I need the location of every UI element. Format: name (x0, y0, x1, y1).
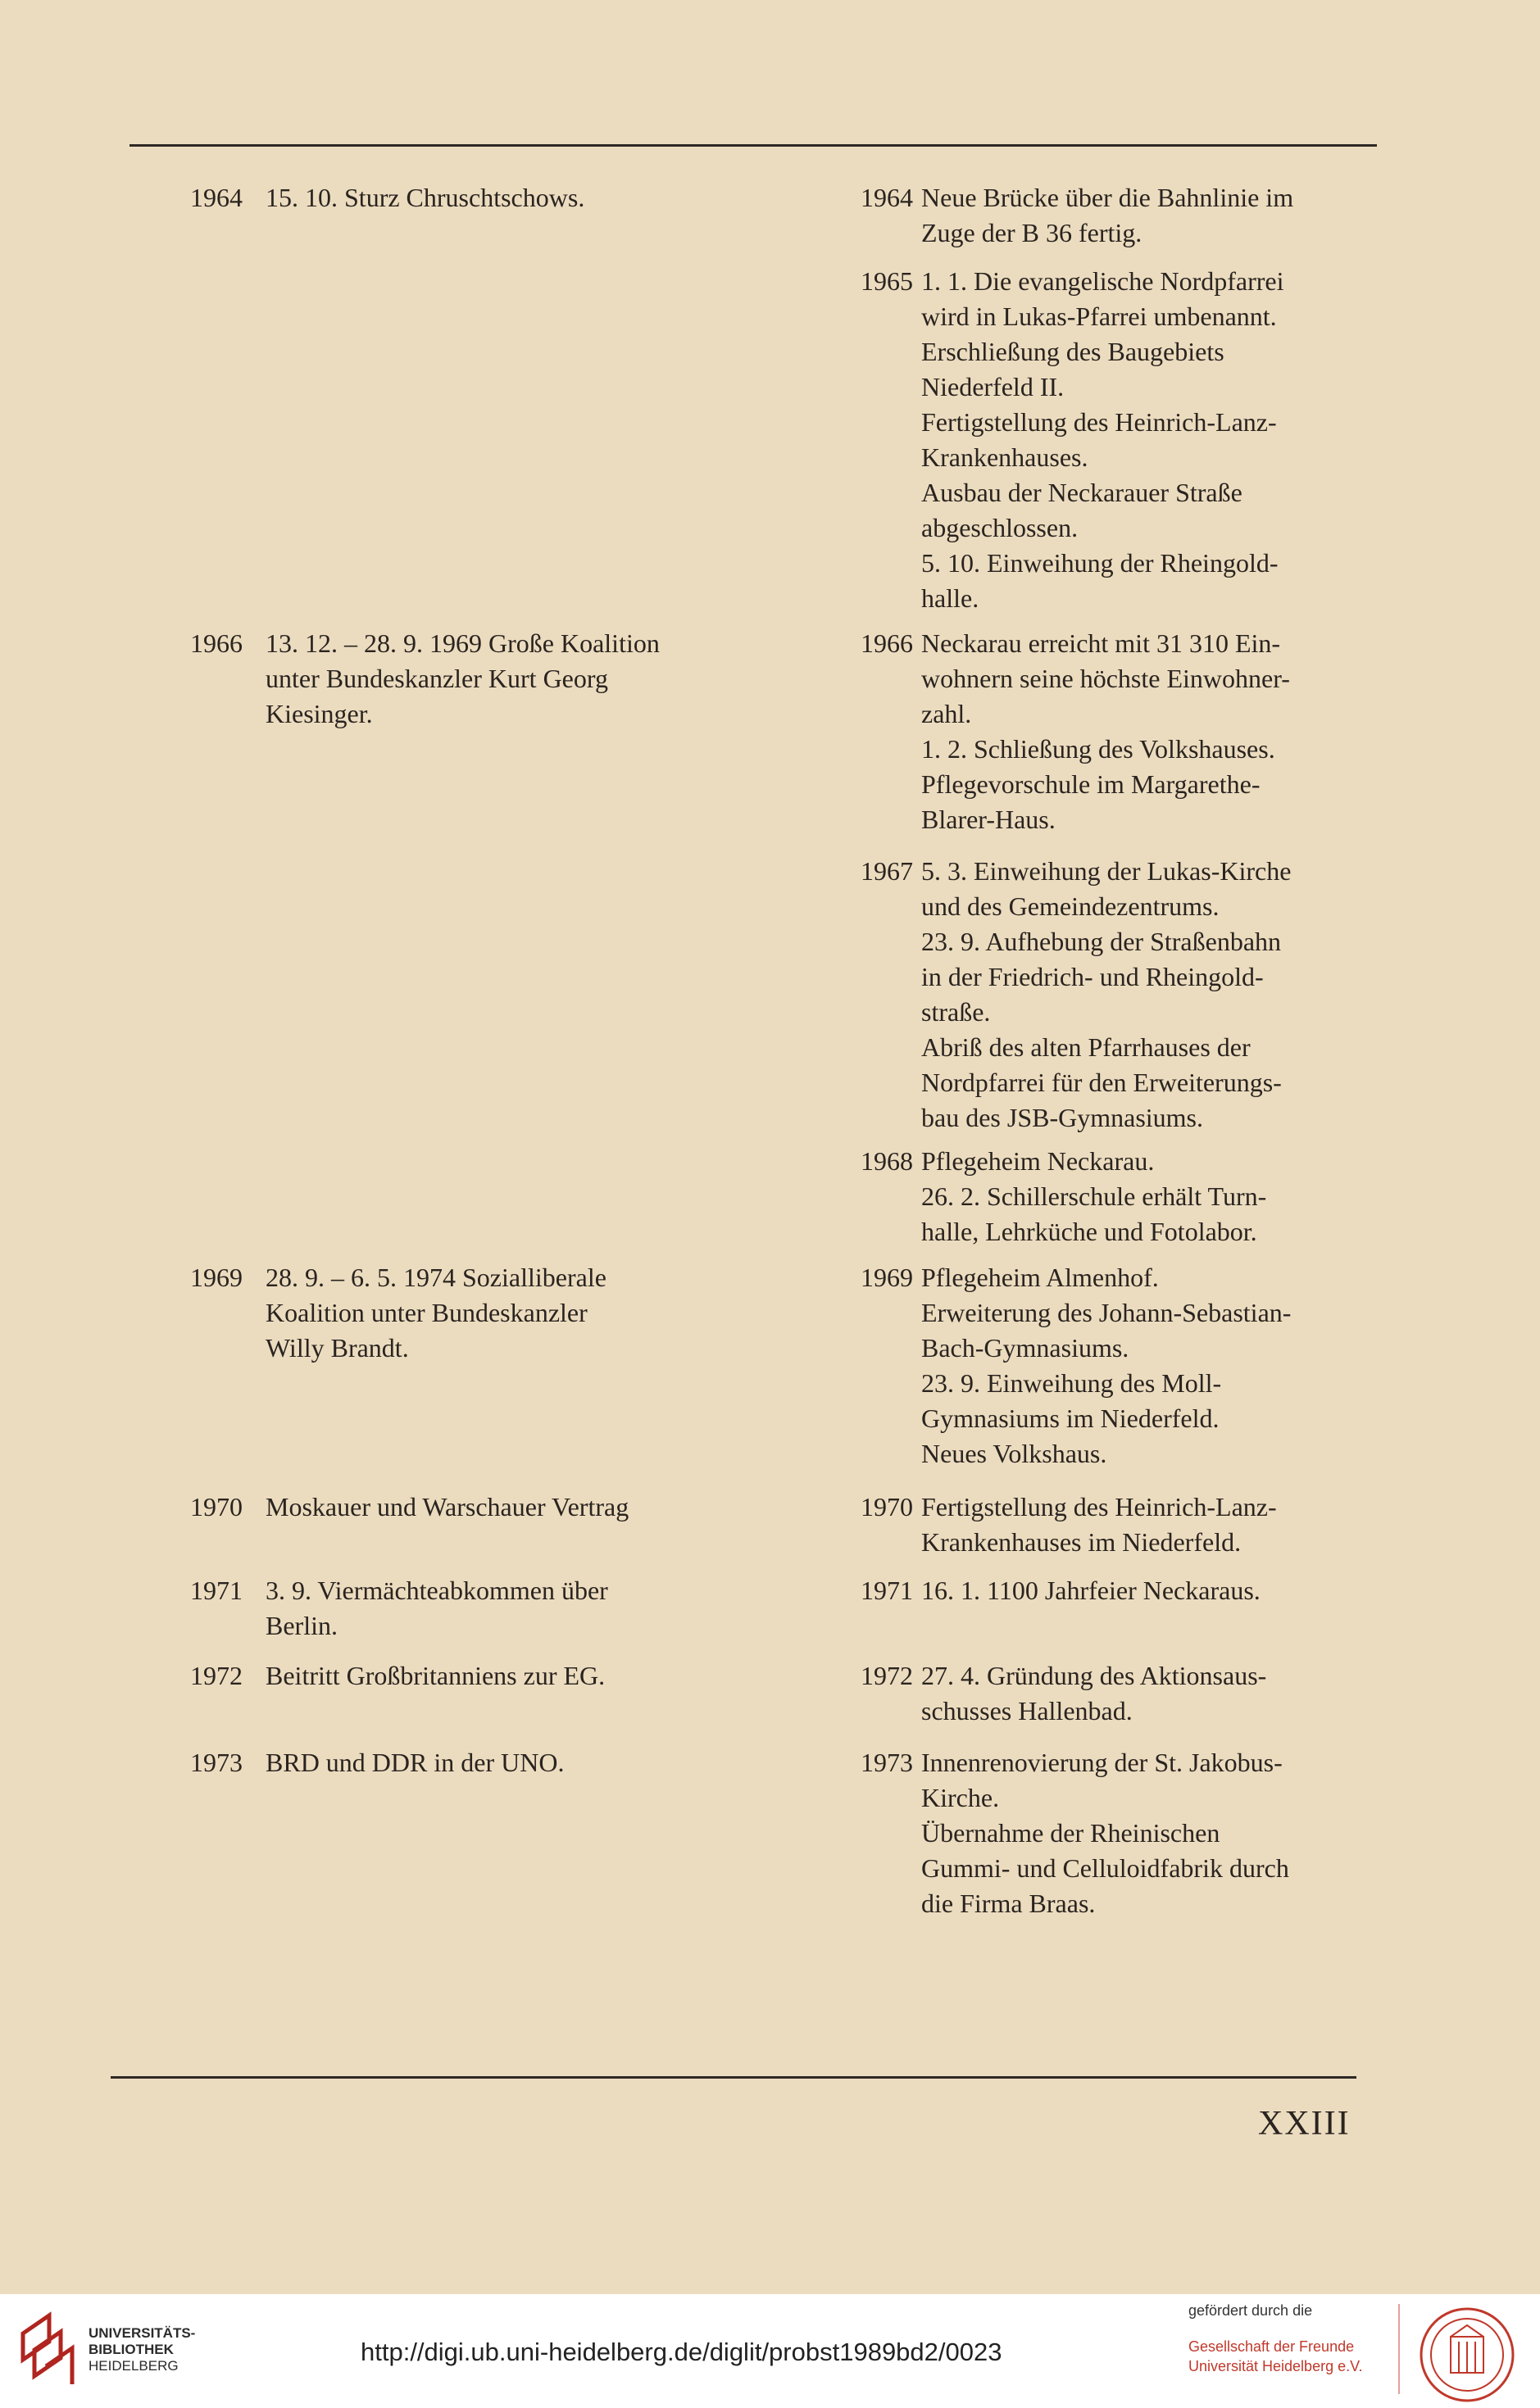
right-entry (844, 1144, 1266, 1249)
top-rule (129, 144, 1377, 147)
left-entry (190, 1573, 608, 1644)
entry-text: Pflegeheim Almenhof. Erweiterung des Johann-Sebastian- Bach-Gymnasiums. 23. 9. Einweihung des Moll- Gymnasiums im Niederfeld. Neues Volkshaus. (921, 1263, 1292, 1468)
entry-text: 1. 1. Die evangelische Nordpfarrei wird in Lukas-Pfarrei umbenannt. Erschließung des Baugebiets Niederfeld II. Fertigstellung des Heinrich-Lanz- Krankenhauses. Ausbau der Neckarauer Straße abgeschlossen. 5. 10. Einweihung der Rheingold- halle. (921, 266, 1284, 613)
entry-text: 5. 3. Einweihung der Lukas-Kirche und des Gemeindezentrums. 23. 9. Aufhebung der Straßenbahn in der Friedrich- und Rheingold- straße. Abriß des alten Pfarrhauses der Nordpfarrei für den Erweiterungs- bau des JSB-Gymnasiums. (921, 856, 1292, 1132)
entry-text: 13. 12. – 28. 9. 1969 Große Koalition unter Bundeskanzler Kurt Georg Kiesinger. (266, 628, 660, 728)
entry-year: 1968 (861, 1146, 913, 1176)
left-entry (190, 1658, 605, 1694)
right-entry (844, 1490, 1277, 1560)
entry-year: 1972 (190, 1661, 243, 1690)
left-entry (190, 626, 660, 732)
entry-text: 3. 9. Viermächteabkommen über Berlin. (266, 1576, 608, 1640)
entry-year: 1973 (861, 1748, 913, 1777)
entry-year: 1973 (190, 1748, 243, 1777)
entry-year: 1972 (861, 1661, 913, 1690)
page-number: XXIII (1258, 2105, 1351, 2143)
left-entry (190, 1745, 564, 1780)
entry-text: Fertigstellung des Heinrich-Lanz- Krankenhauses im Niederfeld. (921, 1492, 1277, 1557)
left-entry (190, 1490, 629, 1525)
bottom-rule (111, 2076, 1356, 2079)
right-entry (844, 264, 1283, 616)
entry-year: 1969 (861, 1263, 913, 1292)
entry-text: Beitritt Großbritanniens zur EG. (266, 1661, 606, 1690)
entry-text: Moskauer und Warschauer Vertrag (266, 1492, 629, 1521)
entry-year: 1965 (861, 266, 913, 296)
entry-text: 27. 4. Gründung des Aktionsaus- schusses Hallenbad. (921, 1661, 1267, 1726)
entry-year: 1966 (190, 628, 243, 658)
entry-text: Innenrenovierung der St. Jakobus- Kirche. Übernahme der Rheinischen Gummi- und Celluloidfabrik durch die Firma Braas. (921, 1748, 1289, 1918)
entry-year: 1964 (190, 183, 243, 212)
entry-text: BRD und DDR in der UNO. (266, 1748, 565, 1777)
document-url-link[interactable]: http://digi.ub.uni-heidelberg.de/diglit/probst1989bd2/0023 (361, 2338, 1002, 2366)
right-entry (844, 180, 1293, 251)
right-entry (844, 1260, 1291, 1472)
right-entry (844, 1573, 1261, 1608)
entry-text: 28. 9. – 6. 5. 1974 Sozialliberale Koalition unter Bundeskanzler Willy Brandt. (266, 1263, 606, 1363)
entry-year: 1970 (861, 1492, 913, 1521)
entry-text: Neckarau erreicht mit 31 310 Ein- wohnern seine höchste Einwohner- zahl. 1. 2. Schließung des Volkshauses. Pflegevorschule im Margarethe- Blarer-Haus. (921, 628, 1290, 834)
left-entry (190, 180, 584, 215)
right-entry (844, 854, 1291, 1136)
entry-text: Pflegeheim Neckarau. 26. 2. Schillerschule erhält Turn- halle, Lehrküche und Fotolabor. (921, 1146, 1267, 1246)
university-seal-icon (1418, 2306, 1516, 2404)
entry-year: 1971 (190, 1576, 243, 1605)
entry-text: 16. 1. 1100 Jahrfeier Neckaraus. (921, 1576, 1261, 1605)
entry-year: 1970 (190, 1492, 243, 1521)
entry-year: 1971 (861, 1576, 913, 1605)
library-name: UNIVERSITÄTS- BIBLIOTHEK HEIDELBERG (89, 2325, 196, 2374)
sponsor-name: Gesellschaft der Freunde Universität Heidelberg e.V. (1188, 2338, 1363, 2374)
left-entry (190, 1260, 606, 1366)
sponsor-label: gefördert durch die (1188, 2302, 1313, 2319)
footer-divider (1398, 2304, 1400, 2394)
entry-year: 1969 (190, 1263, 243, 1292)
right-entry (844, 626, 1290, 837)
library-logo-icon (16, 2309, 79, 2391)
entry-text: 15. 10. Sturz Chruschtschows. (266, 183, 585, 212)
right-entry (844, 1658, 1266, 1729)
entry-year: 1967 (861, 856, 913, 886)
entry-year: 1964 (861, 183, 913, 212)
entry-year: 1966 (861, 628, 913, 658)
right-entry (844, 1745, 1289, 1921)
entry-text: Neue Brücke über die Bahnlinie im Zuge der B 36 fertig. (921, 183, 1294, 247)
